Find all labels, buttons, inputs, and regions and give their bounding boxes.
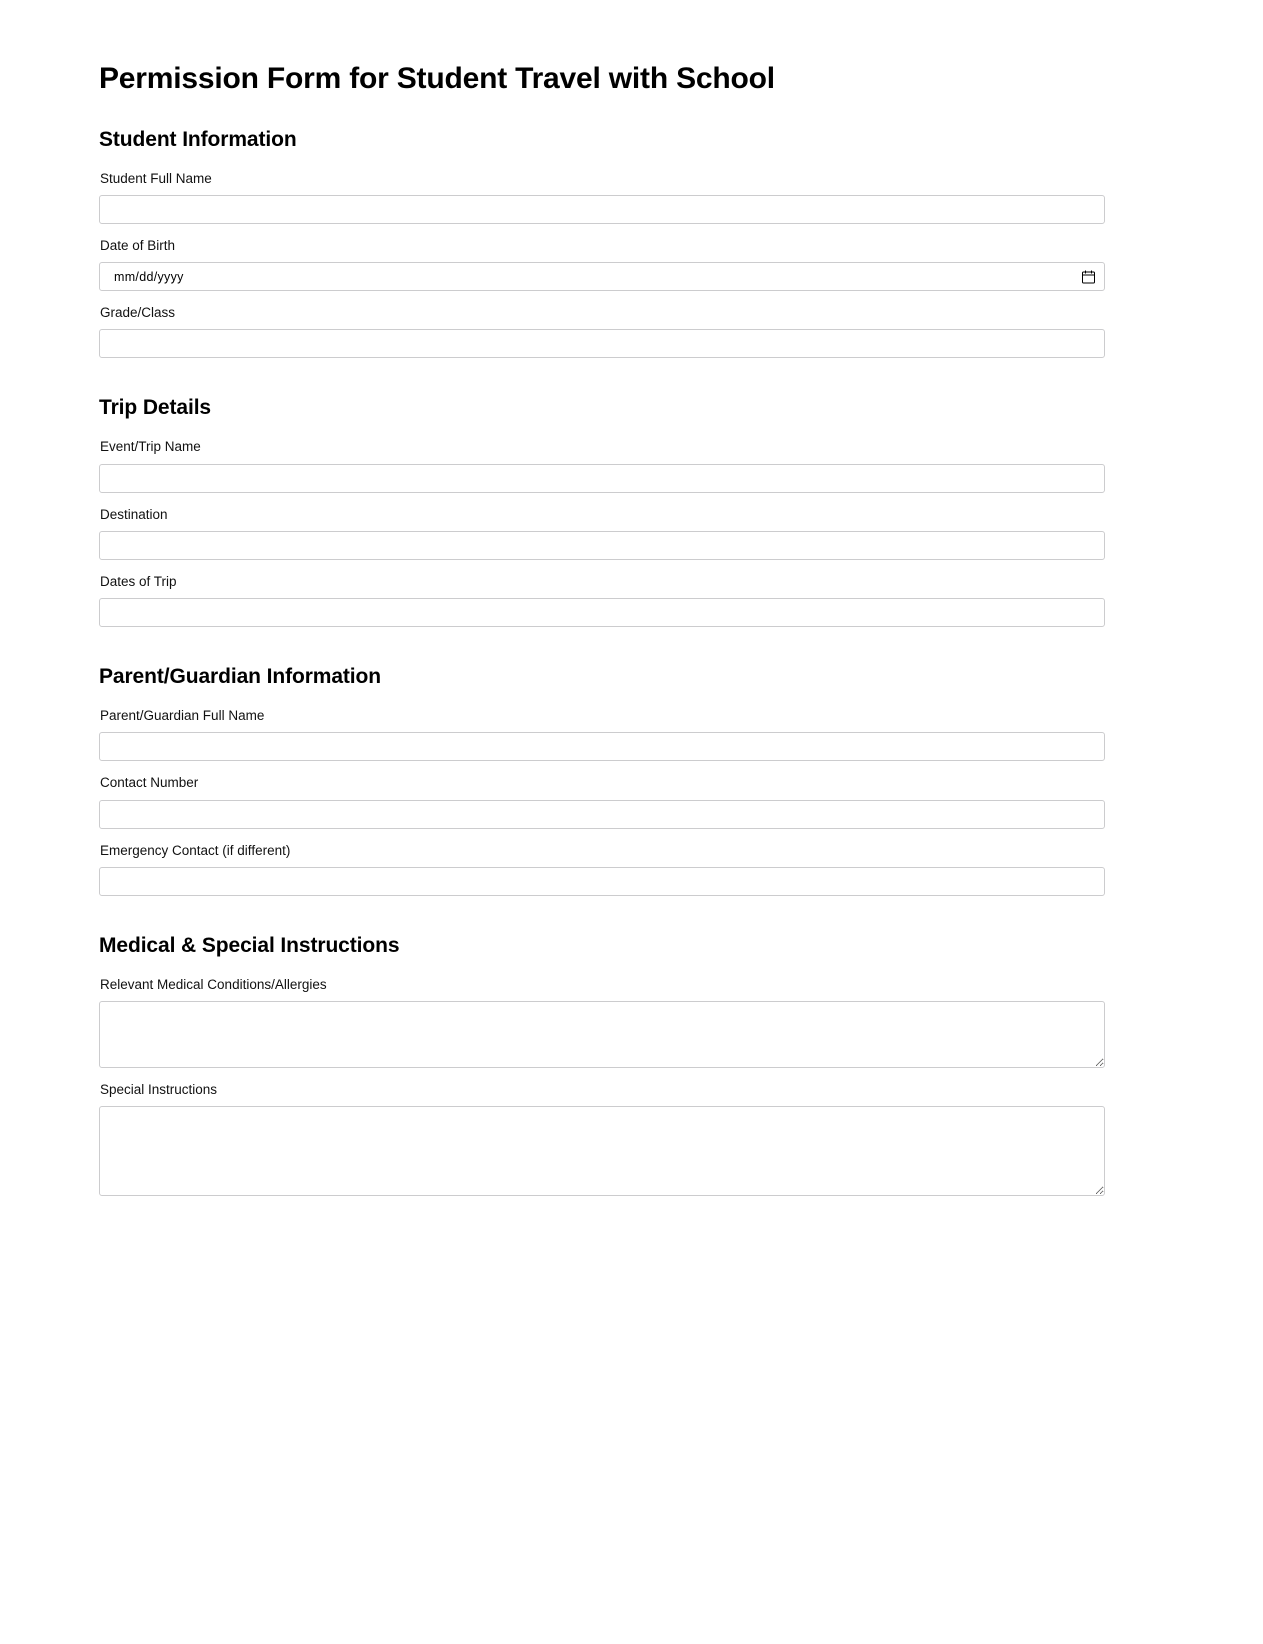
form-field — [99, 237, 1105, 291]
calendar-icon[interactable] — [1082, 270, 1095, 283]
text-input[interactable] — [99, 329, 1105, 358]
text-input[interactable] — [99, 800, 1105, 829]
text-input[interactable] — [99, 195, 1105, 224]
field-label: Grade/Class — [100, 305, 176, 321]
section-heading: Parent/Guardian Information — [99, 665, 381, 689]
text-input[interactable] — [99, 867, 1105, 896]
field-label: Emergency Contact (if different) — [100, 842, 291, 858]
field-label: Date of Birth — [100, 237, 176, 253]
field-label: Special Instructions — [100, 1082, 218, 1098]
field-label: Contact Number — [100, 775, 199, 791]
text-input[interactable] — [99, 464, 1105, 493]
textarea-input[interactable] — [99, 1001, 1105, 1068]
text-input[interactable] — [99, 531, 1105, 560]
form-sections — [99, 128, 1105, 1197]
form-field — [99, 438, 1105, 492]
form-section — [99, 665, 1105, 896]
date-input[interactable] — [99, 262, 1105, 291]
field-label: Dates of Trip — [100, 573, 177, 589]
field-label: Event/Trip Name — [100, 439, 201, 455]
text-input[interactable] — [99, 598, 1105, 627]
form-section — [99, 128, 1105, 359]
form-field — [99, 842, 1105, 896]
field-label: Relevant Medical Conditions/Allergies — [100, 977, 327, 993]
text-input[interactable] — [99, 732, 1105, 761]
form-field — [99, 976, 1105, 1068]
form-field — [99, 707, 1105, 761]
section-heading: Trip Details — [99, 396, 212, 420]
field-label: Parent/Guardian Full Name — [100, 708, 265, 724]
section-heading: Student Information — [99, 127, 297, 151]
form-field — [99, 170, 1105, 224]
form-section — [99, 396, 1105, 627]
textarea-input[interactable] — [99, 1106, 1105, 1196]
date-field-wrapper — [99, 262, 1105, 291]
form-section — [99, 934, 1105, 1197]
page-title: Permission Form for Student Travel with School — [99, 62, 775, 95]
form-field — [99, 573, 1105, 627]
section-heading: Medical & Special Instructions — [99, 933, 400, 957]
field-label: Student Full Name — [100, 170, 212, 186]
date-placeholder: mm/dd/yyyy — [114, 269, 184, 284]
form-field — [99, 506, 1105, 560]
field-label: Destination — [100, 506, 168, 522]
form-field — [99, 304, 1105, 358]
form-field — [99, 774, 1105, 828]
form-field — [99, 1081, 1105, 1196]
